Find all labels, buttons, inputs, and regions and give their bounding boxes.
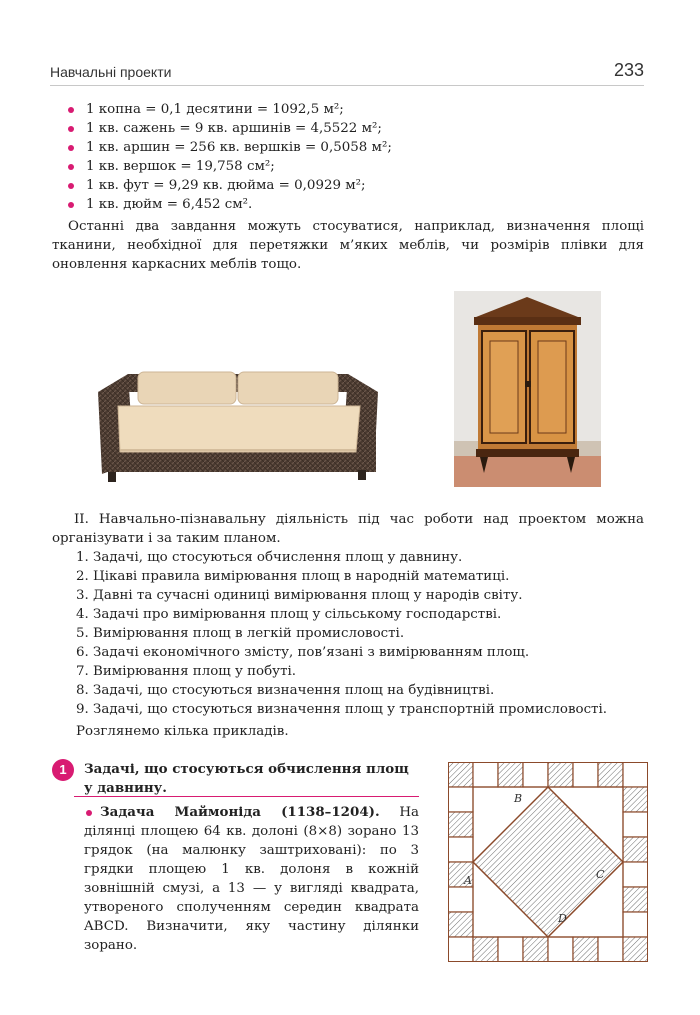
page-header [50, 58, 644, 86]
furniture-paragraph: Останні два завдання можуть стосуватися, наприклад, визначення площі тканини, необхідної для перетяжки м’яких меблів, чи розмірів плівки для оновлення каркасних меблів тощо. [52, 219, 644, 272]
grid-cell [448, 887, 473, 912]
list-item: 1 кв. аршин = 256 кв. вершків = 0,5058 м²; [68, 138, 628, 157]
sofa-image [94, 362, 382, 486]
list-item: 1 копна = 0,1 десятини = 1092,5 м²; [68, 100, 628, 119]
list-item: 3. Давні та сучасні одиниці вимірювання площ у народів світу. [76, 588, 523, 603]
header-title: Навчальні проекти [50, 64, 172, 80]
bullet-icon [68, 183, 74, 189]
maimonides-diagram [448, 762, 648, 962]
grid-cell [448, 762, 473, 787]
list-item: 5. Вимірювання площ в легкій промисловості. [76, 626, 405, 641]
grid-cell [448, 937, 473, 962]
list-item: 2. Цікаві правила вимірювання площ в народній математиці. [76, 569, 510, 584]
grid-cell [598, 937, 623, 962]
section-rule [74, 796, 419, 797]
list-item: 9. Задачі, що стосуються визначення площ у транспортній промисловості. [76, 702, 608, 717]
task-paragraph [84, 803, 419, 955]
grid-cell [573, 762, 598, 787]
grid-cell [598, 762, 623, 787]
unit-list [68, 100, 628, 214]
grid-cell [623, 912, 648, 937]
grid-cell [623, 812, 648, 837]
grid-cell [473, 937, 498, 962]
section-number-badge: 1 [52, 759, 74, 781]
label-d: D [558, 912, 567, 925]
task-body: На ділянці площею 64 кв. долоні (8×8) зорано 13 грядок (на малюнку заштриховані): по 3 грядки площею 1 кв. долоня в кожній зовнішній смузі, а 13 — у вигляді квадрата, утвореного сполученням середин квадрата ABCD. Визначити, яку частину ділянки зорано. [84, 805, 419, 953]
grid-cell [473, 762, 498, 787]
plan-list [76, 548, 651, 719]
grid-cell [523, 937, 548, 962]
list-item: 1 кв. дюйм = 6,452 см². [68, 195, 628, 214]
grid-cell [448, 837, 473, 862]
grid-cell [623, 837, 648, 862]
list-item: 8. Задачі, що стосуються визначення площ на будівництві. [76, 683, 495, 698]
label-b: B [514, 792, 523, 805]
list-item: 1 кв. фут = 9,29 кв. дюйма = 0,0929 м²; [68, 176, 628, 195]
label-c: C [596, 868, 605, 881]
page-number: 233 [613, 60, 644, 80]
grid-cell [623, 762, 648, 787]
list-item: 1 кв. вершок = 19,758 см²; [68, 157, 628, 176]
bullet-icon [68, 107, 74, 113]
plan-intro-paragraph: II. Навчально-пізнавальну діяльність під час роботи над проектом можна організувати і за таким планом. [52, 512, 644, 546]
inner-square [473, 787, 623, 937]
bullet-icon [68, 145, 74, 151]
grid-cell [448, 912, 473, 937]
grid-cell [548, 937, 573, 962]
list-item: 6. Задачі економічного змісту, пов’язані з вимірюванням площ. [76, 645, 530, 660]
grid-cell [623, 887, 648, 912]
bullet-icon [86, 810, 92, 816]
grid-cell [498, 762, 523, 787]
grid-cell [523, 762, 548, 787]
list-item: 4. Задачі про вимірювання площ у сільському господарстві. [76, 607, 502, 622]
grid-cell [498, 937, 523, 962]
grid-cell [623, 862, 648, 887]
bullet-icon [68, 202, 74, 208]
list-item: 1. Задачі, що стосуються обчислення площ у давнину. [76, 550, 463, 565]
grid-cell [448, 787, 473, 812]
grid-cell [623, 937, 648, 962]
examples-paragraph: Розглянемо кілька прикладів. [76, 724, 289, 739]
grid-cell [448, 812, 473, 837]
header-rule [50, 85, 644, 86]
grid-cell [623, 787, 648, 812]
grid-cell [573, 937, 598, 962]
label-a: A [464, 874, 472, 887]
grid-cell [548, 762, 573, 787]
section-title: Задачі, що стосуються обчислення площ у давнину. [84, 761, 409, 796]
task-title: Задача Маймоніда (1138–1204). [100, 804, 380, 820]
wardrobe-image [454, 291, 601, 487]
list-item: 7. Вимірювання площ у побуті. [76, 664, 297, 679]
bullet-icon [68, 126, 74, 132]
bullet-icon [68, 164, 74, 170]
list-item: 1 кв. сажень = 9 кв. аршинів = 4,5522 м²; [68, 119, 628, 138]
